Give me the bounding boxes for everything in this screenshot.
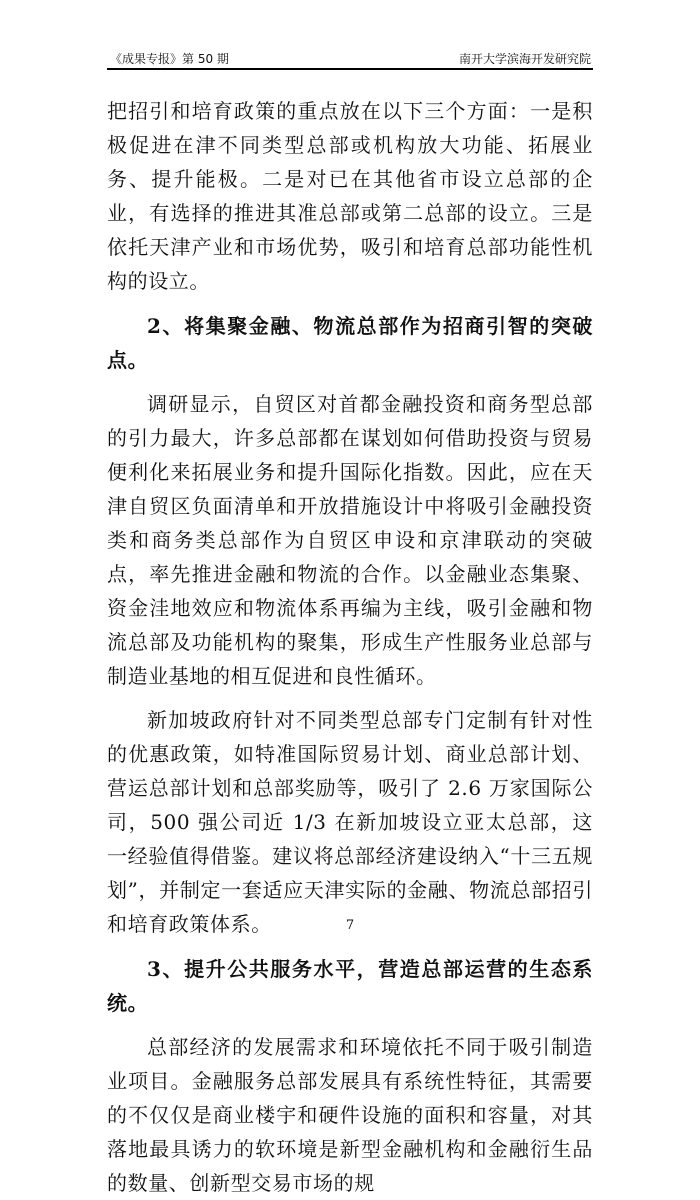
page-number: 7	[345, 918, 355, 933]
section-heading-3: 3、提升公共服务水平，营造总部运营的生态系统。	[107, 957, 593, 1015]
page-header	[107, 46, 593, 70]
section-heading-2: 2、将集聚金融、物流总部作为招商引智的突破点。	[107, 314, 593, 372]
paragraph-2: 调研显示，自贸区对首都金融投资和商务型总部的引力最大，许多总部都在谋划如何借助投资与贸易便利化来拓展业务和提升国际化指数。因此，应在天津自贸区负面清单和开放措施设计中将吸引金融投资类和商务类总部作为自贸区申设和京津联动的突破点，率先推进金融和物流的合作。以金融业态集聚、资金洼地效应和物流体系再编为主线，吸引金融和物流总部及功能机构的聚集，形成生产性服务业总部与制造业基地的相互促进和良性循环。	[107, 392, 593, 688]
paragraph-4: 总部经济的发展需求和环境依托不同于吸引制造业项目。金融服务总部发展具有系统性特征，其需要的不仅仅是商业楼宇和硬件设施的面积和容量，对其落地最具诱力的软环境是新型金融机构和金融衍生品的数量、创新型交易市场的规	[107, 1035, 593, 1195]
journal-issue: 《成果专报》第 50 期	[110, 52, 229, 66]
paragraph-3: 新加坡政府针对不同类型总部专门定制有针对性的优惠政策，如特准国际贸易计划、商业总部计划、营运总部计划和总部奖励等，吸引了 2.6 万家国际公司，500 强公司近 1/3 在新加坡设立亚太总部，这一经验值得借鉴。建议将总部经济建设纳入“十三五规划”，并制定一套适应天津实际的金融、物流总部招引和培育政策体系。	[107, 708, 593, 936]
document-body	[107, 94, 593, 1200]
paragraph-1: 把招引和培育政策的重点放在以下三个方面：一是积极促进在津不同类型总部或机构放大功能、拓展业务、提升能极。二是对已在其他省市设立总部的企业，有选择的推进其准总部或第二总部的设立。三是依托天津产业和市场优势，吸引和培育总部功能性机构的设立。	[107, 99, 593, 293]
institute-name: 南开大学滨海开发研究院	[458, 52, 591, 66]
